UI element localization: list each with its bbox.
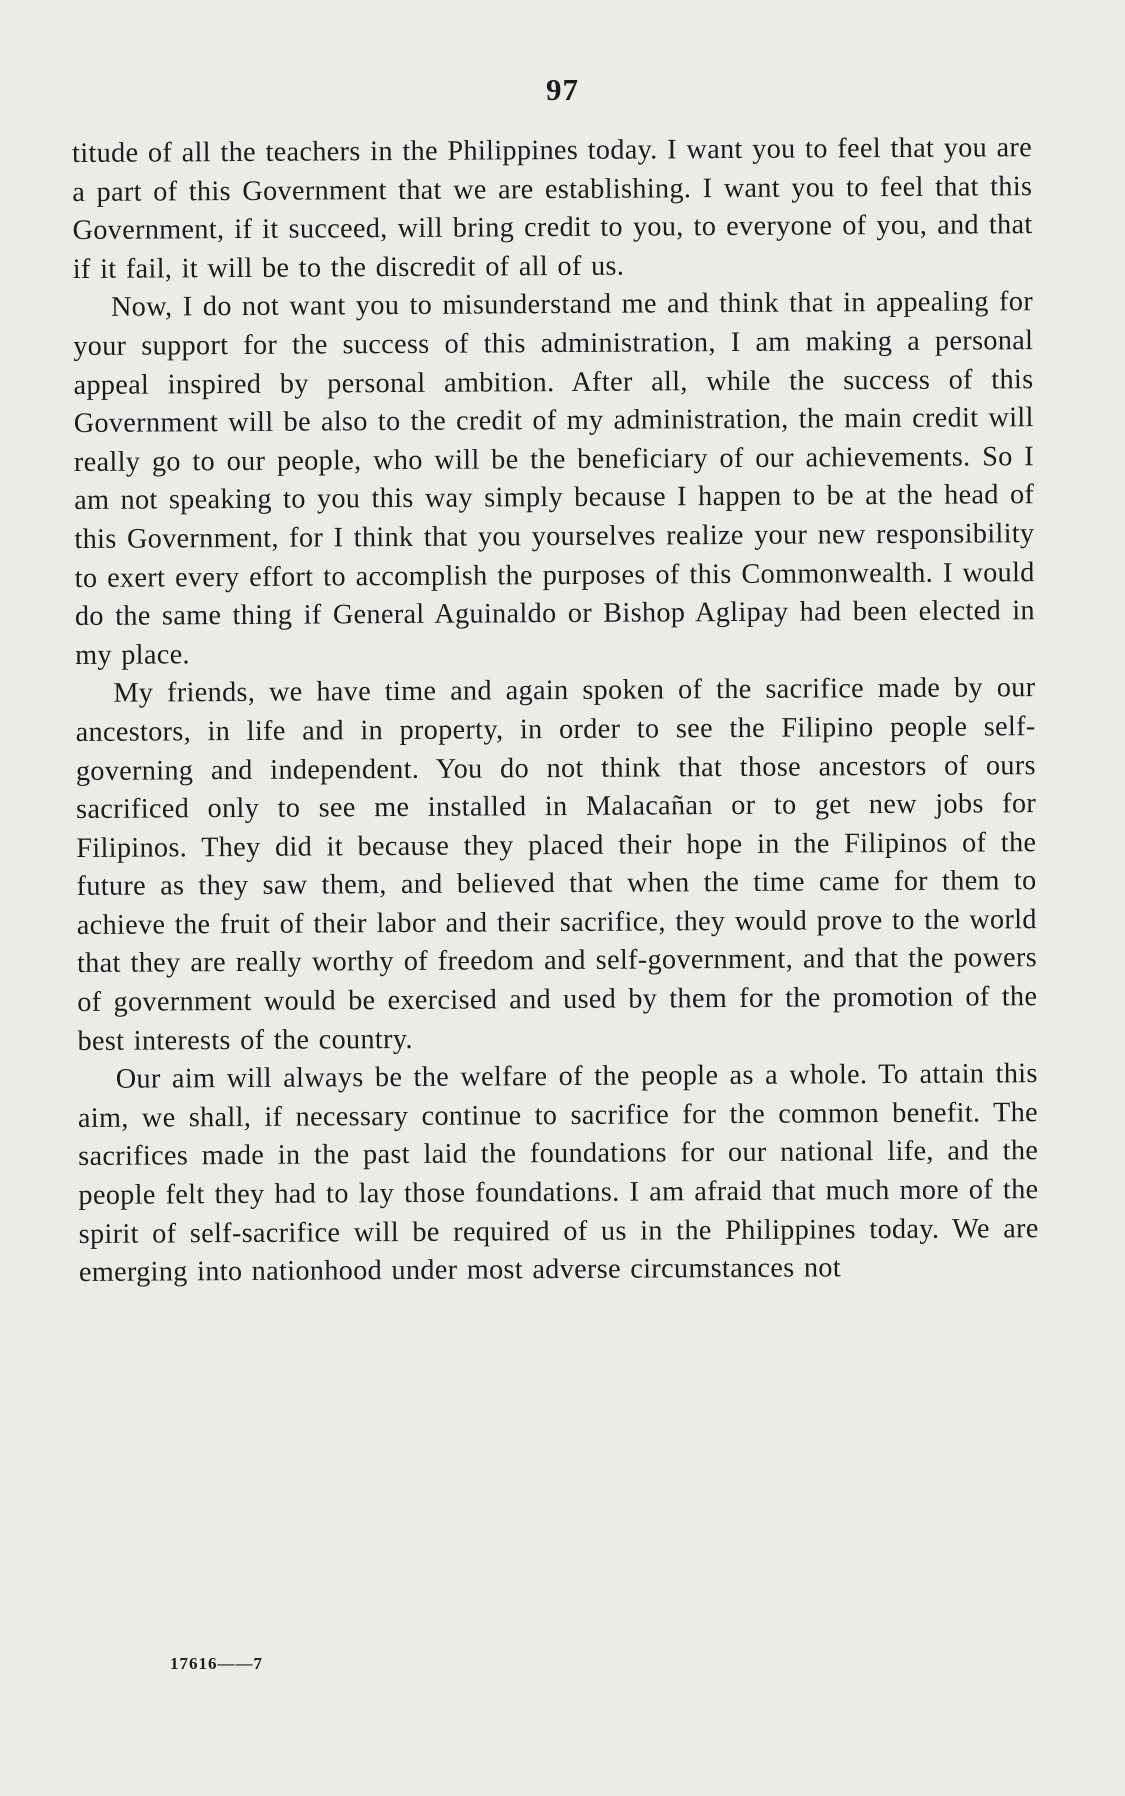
page-number: 97 xyxy=(546,72,579,107)
body-text xyxy=(72,129,1039,1293)
paragraph-1: titude of all the teachers in the Philippines today. I want you to feel that you are a part of this Government that we are establishing. I want you to feel that this Government, if it succeed, will bring credit to you, to everyone of you, and that if it fail, it will be to the discredit of all of us. xyxy=(72,132,1033,285)
paragraph-4: Our aim will always be the welfare of the people as a whole. To attain this aim, we shall, if necessary continue to sacrifice for the common benefit. The sacrifices made in the past laid the foundations for our national life, and the people felt they had to lay those foundations. I am afraid that much more of the spirit of self-sacrifice will be required of us in the Philippines today. We are emerging into nationhood under most adverse circumstances not xyxy=(77,1058,1039,1289)
paragraph-3: My friends, we have time and again spoken of the sacrifice made by our ancestors, in life and in property, in order to see the Filipino people self-governing and independent. You do not think that those ancestors of ours sacrificed only to see me installed in Malacañan or to get new jobs for Filipinos. They did it because they placed their hope in the Filipinos of the future as they saw them, and believed that when the time came for them to achieve the fruit of their labor and their sacrifice, they would prove to the world that they are really worthy of freedom and self-government, and that the powers of government would be exercised and used by them for the promotion of the best interests of the country. xyxy=(75,672,1038,1057)
paragraph-2: Now, I do not want you to misunderstand me and think that in appealing for your support for the success of this administration, I am making a personal appeal inspired by personal ambition. After all, while the success of this Government will be also to the credit of my administration, the main credit will really go to our people, who will be the beneficiary of our achievements. So I am not speaking to you this way simply because I happen to be at the head of this Government, for I think that you yourselves realize your new responsibility to exert every effort to accomplish the purposes of this Commonwealth. I would do the same thing if General Aguinaldo or Bishop Aglipay had been elected in my place. xyxy=(73,286,1036,671)
printer-signature-mark: 17616——7 xyxy=(170,1654,263,1673)
